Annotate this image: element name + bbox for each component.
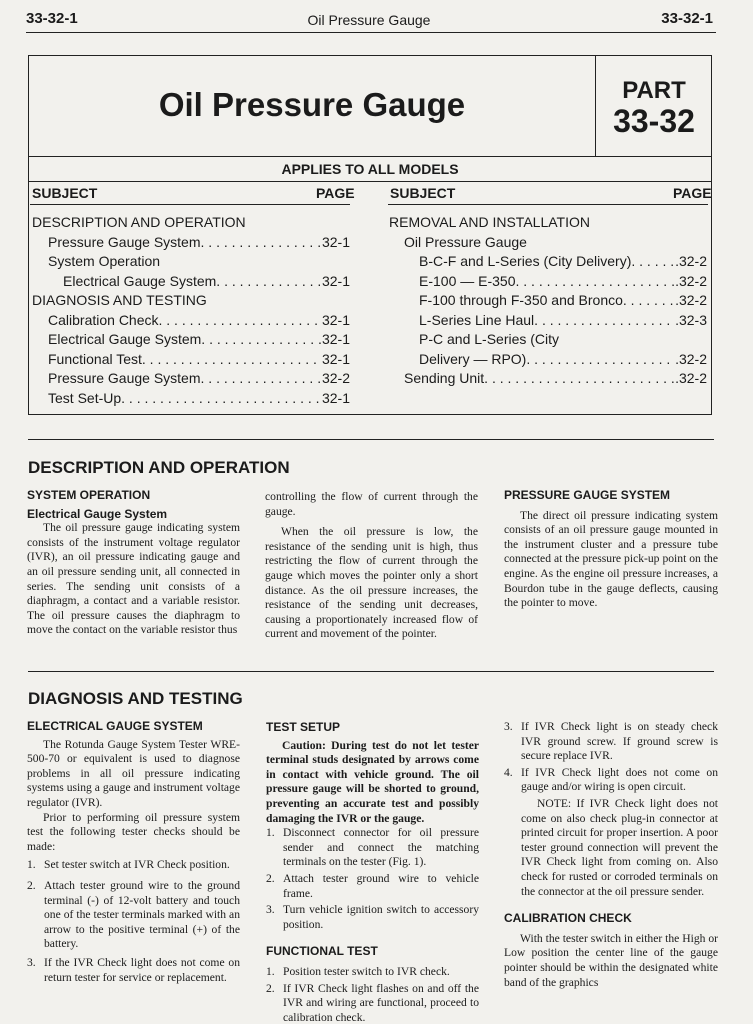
title-divider <box>28 156 712 157</box>
list-item: 3. If IVR Check light is on steady check IVR ground screw. If ground screw is secure replace IVR. <box>504 720 718 763</box>
section-title-diagnosis: DIAGNOSIS AND TESTING <box>28 689 243 708</box>
toc-entry: Electrical Gauge System . . . 32-1 <box>32 272 350 292</box>
subheading-electrical-gauge-system: Electrical Gauge System <box>27 506 168 521</box>
note-paragraph: NOTE: If IVR Check light does not come on also check plug-in connector at printed circuit for proper insertion. A poor tester ground connection will prevent the IVR Check light from coming on. Also check for rusted or corroded terminals on the connector at the oil pressure sender. <box>521 796 718 898</box>
toc-entry: F-100 through F-350 and Bronco . . . .32-2 <box>389 291 707 311</box>
applies-divider <box>28 181 712 182</box>
list-item: 3. Turn vehicle ignition switch to accessory position. <box>266 903 479 931</box>
list-item: 2. Attach tester ground wire to the ground terminal (-) of 12-volt battery and touch one of the tester terminals marked with an arrow to the positive terminal (+) of the battery. <box>27 878 240 951</box>
header-rule <box>26 32 716 33</box>
toc-header-rule-right <box>388 204 708 205</box>
toc-entry: Electrical Gauge System . . . 32-1 <box>32 330 350 350</box>
list-item: 3. If the IVR Check light does not come on return tester for service or replacement. <box>27 955 240 984</box>
subheading-system-operation: SYSTEM OPERATION <box>27 488 151 502</box>
section-rule <box>28 439 714 440</box>
page-title: Oil Pressure Gauge <box>158 86 466 123</box>
part-number: 33-32 <box>613 103 695 139</box>
tester-checks-list <box>27 858 240 985</box>
toc-left <box>32 213 350 408</box>
list-item: 1. Position tester switch to IVR check. <box>266 964 450 978</box>
toc-entry: Functional Test . . . 32-1 <box>32 350 350 370</box>
toc-entry: B-C-F and L-Series (City Delivery) . . . .32-2 <box>389 252 707 272</box>
test-setup-list <box>266 826 479 932</box>
toc-header-rule-left <box>30 204 350 205</box>
header-page-number-left: 33-32-1 <box>26 10 78 27</box>
description-column-2 <box>265 490 478 642</box>
functional-test-list-continued <box>504 720 718 795</box>
subheading-test-setup: TEST SETUP <box>266 720 341 734</box>
list-item: 2. If IVR Check light flashes on and off the IVR and wiring are functional, proceed to calibration check. <box>266 981 479 1024</box>
part-label: PART <box>622 77 686 104</box>
paragraph: The Rotunda Gauge System Tester WRE-500-70 or equivalent is used to diagnose problems in all oil pressure indicating systems using a gauge and instrument voltage regulator (IVR). <box>27 737 240 809</box>
toc-entry: L-Series Line Haul . . . .32-3 <box>389 311 707 331</box>
applies-banner: APPLIES TO ALL MODELS <box>281 161 459 177</box>
description-column-3 <box>504 488 718 611</box>
toc-entry: DIAGNOSIS AND TESTING <box>32 292 207 308</box>
toc-entry: E-100 — E-350 . . . .32-2 <box>389 272 707 292</box>
subheading-pressure-gauge-system: PRESSURE GAUGE SYSTEM <box>504 488 671 502</box>
functional-test-list <box>266 965 479 1024</box>
toc-right <box>389 213 707 389</box>
caution-paragraph: Caution: During test do not let tester terminal studs designated by arrows come in contact with vehicle ground. The oil pressure gauge will be shorted to ground, preventing an accurate test and possibly damaging the IVR or the gauge. <box>266 738 479 825</box>
paragraph: When the oil pressure is low, the resistance of the sending unit is high, thus restricting the flow of current through the gauge which moves the pointer only a short distance. As the oil pressure increases, the resistance of the sending unit decreases, causing a proportionately increased flow of current and movement of the pointer. <box>265 525 478 641</box>
diagnosis-column-1 <box>27 719 240 987</box>
list-item: 1. Disconnect connector for oil pressure sender and connect the matching terminals on the tester (Fig. 1). <box>266 826 479 869</box>
subheading-calibration-check: CALIBRATION CHECK <box>504 911 632 926</box>
toc-entry: Sending Unit . . . .32-2 <box>389 369 707 389</box>
toc-entry: Calibration Check . . . 32-1 <box>32 311 350 331</box>
toc-entry: System Operation <box>48 253 161 269</box>
paragraph: The direct oil pressure indicating system consists of an oil pressure gauge mounted in the instrument cluster and a pressure tube connected at the pressure pick-up point on the engine. As the engine oil pressure increases, a Bourdon tube in the gauge deflects, causing the pointer to move. <box>504 508 718 610</box>
header-title: Oil Pressure Gauge <box>307 12 431 28</box>
header-page-number-right: 33-32-1 <box>661 10 713 27</box>
paragraph: The oil pressure gauge indicating system consists of the instrument voltage regulator (IVR), an oil pressure indicating gauge and an oil pressure sending unit, all connected in series. The sending unit consists of a diaphragm, a contact and a variable resistor. The oil pressure causes the diaphragm to move the contact on the variable resistor thus <box>27 521 240 637</box>
toc-entry: Oil Pressure Gauge <box>404 233 527 250</box>
paragraph: Prior to performing oil pressure system test the following tester checks should be made: <box>27 810 240 853</box>
list-item: 4. If IVR Check light does not come on gauge and/or wiring is open circuit. <box>504 765 718 794</box>
section-rule <box>28 671 714 672</box>
section-title-description: DESCRIPTION AND OPERATION <box>28 458 290 477</box>
list-item: 2. Attach tester ground wire to vehicle frame. <box>266 871 479 900</box>
toc-entry: Pressure Gauge System . . . 32-2 <box>32 369 350 389</box>
toc-page-header-right: PAGE <box>673 185 712 201</box>
toc-entry: Pressure Gauge System . . . 32-1 <box>32 233 350 253</box>
subheading-electrical-gauge-system: ELECTRICAL GAUGE SYSTEM <box>27 719 203 733</box>
subheading-functional-test: FUNCTIONAL TEST <box>266 944 378 959</box>
toc-entry: Test Set-Up . . . 32-1 <box>32 389 350 409</box>
toc-page-header-left: PAGE <box>316 185 355 201</box>
toc-entry: REMOVAL AND INSTALLATION <box>389 214 590 230</box>
toc-subject-header-left: SUBJECT <box>32 185 98 201</box>
description-column-1 <box>27 488 240 638</box>
toc-subject-header-right: SUBJECT <box>390 185 456 201</box>
diagnosis-column-3 <box>504 720 718 990</box>
toc-entry: Delivery — RPO) . . . .32-2 <box>389 350 707 370</box>
list-item: 1. Set tester switch at IVR Check position. <box>27 858 230 872</box>
toc-entry: P-C and L-Series (City <box>419 331 560 347</box>
paragraph: With the tester switch in either the High or Low position the center line of the gauge pointer should be within the designated white band of the graphics <box>504 931 718 989</box>
toc-entry: DESCRIPTION AND OPERATION <box>32 214 246 230</box>
paragraph: controlling the flow of current through the gauge. <box>265 490 478 518</box>
diagnosis-column-2 <box>266 720 479 1024</box>
